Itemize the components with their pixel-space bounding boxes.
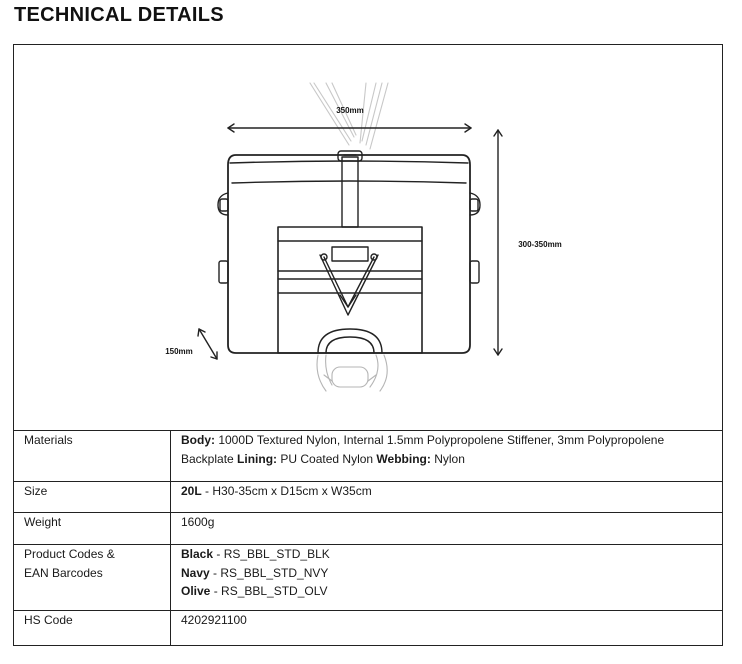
weight-label: Weight [14, 513, 171, 545]
code-item-black [181, 545, 712, 564]
size-dimensions: - H30-35cm x D15cm x W35cm [201, 484, 372, 498]
table-row-codes [14, 545, 723, 611]
table-row-hs [14, 611, 723, 646]
codes-label [14, 545, 171, 611]
handlebar-lines [310, 83, 388, 149]
table-row-materials [14, 431, 723, 482]
size-label: Size [14, 482, 171, 513]
code-color: Black [181, 547, 214, 561]
size-capacity: 20L [181, 484, 202, 498]
specs-table [13, 430, 723, 646]
table-row-weight [14, 513, 723, 545]
width-label: 350mm [336, 106, 364, 115]
hs-label: HS Code [14, 611, 171, 646]
lining-value: PU Coated Nylon [277, 451, 377, 466]
depth-arrow [198, 329, 217, 359]
code-item-olive [181, 582, 712, 601]
table-row-size [14, 482, 723, 513]
materials-label: Materials [14, 431, 171, 482]
depth-label: 150mm [165, 347, 193, 356]
body-value: 1000D Textured Nylon, Internal 1.5mm Polypropolene Stiffener, 3mm Polypropolene Backplate [181, 433, 665, 466]
code-color: Olive [181, 584, 211, 598]
codes-value [171, 545, 723, 611]
materials-value [171, 431, 723, 482]
width-arrow [228, 124, 471, 132]
bag-line-drawing [14, 45, 724, 432]
bag-diagram [13, 44, 723, 431]
code-number: - RS_BBL_STD_BLK [213, 547, 330, 561]
lining-label: Lining: [237, 451, 278, 466]
code-item-navy [181, 564, 712, 583]
code-number: - RS_BBL_STD_NVY [209, 565, 329, 580]
codes-label-line2: EAN Barcodes [24, 565, 103, 580]
height-arrow [494, 130, 502, 355]
body-label: Body: [181, 433, 215, 447]
front-pocket [278, 227, 422, 353]
page-title: TECHNICAL DETAILS [14, 4, 224, 26]
webbing-value: Nylon [430, 451, 465, 466]
code-color: Navy [181, 565, 210, 580]
height-label: 300-350mm [518, 240, 562, 249]
codes-label-line1: Product Codes & [24, 547, 115, 561]
webbing-label: Webbing: [376, 451, 431, 466]
size-value [171, 482, 723, 513]
hs-value: 4202921100 [171, 611, 723, 646]
weight-value: 1600g [171, 513, 723, 545]
bag-body [228, 155, 470, 353]
code-number: - RS_BBL_STD_OLV [210, 584, 328, 598]
